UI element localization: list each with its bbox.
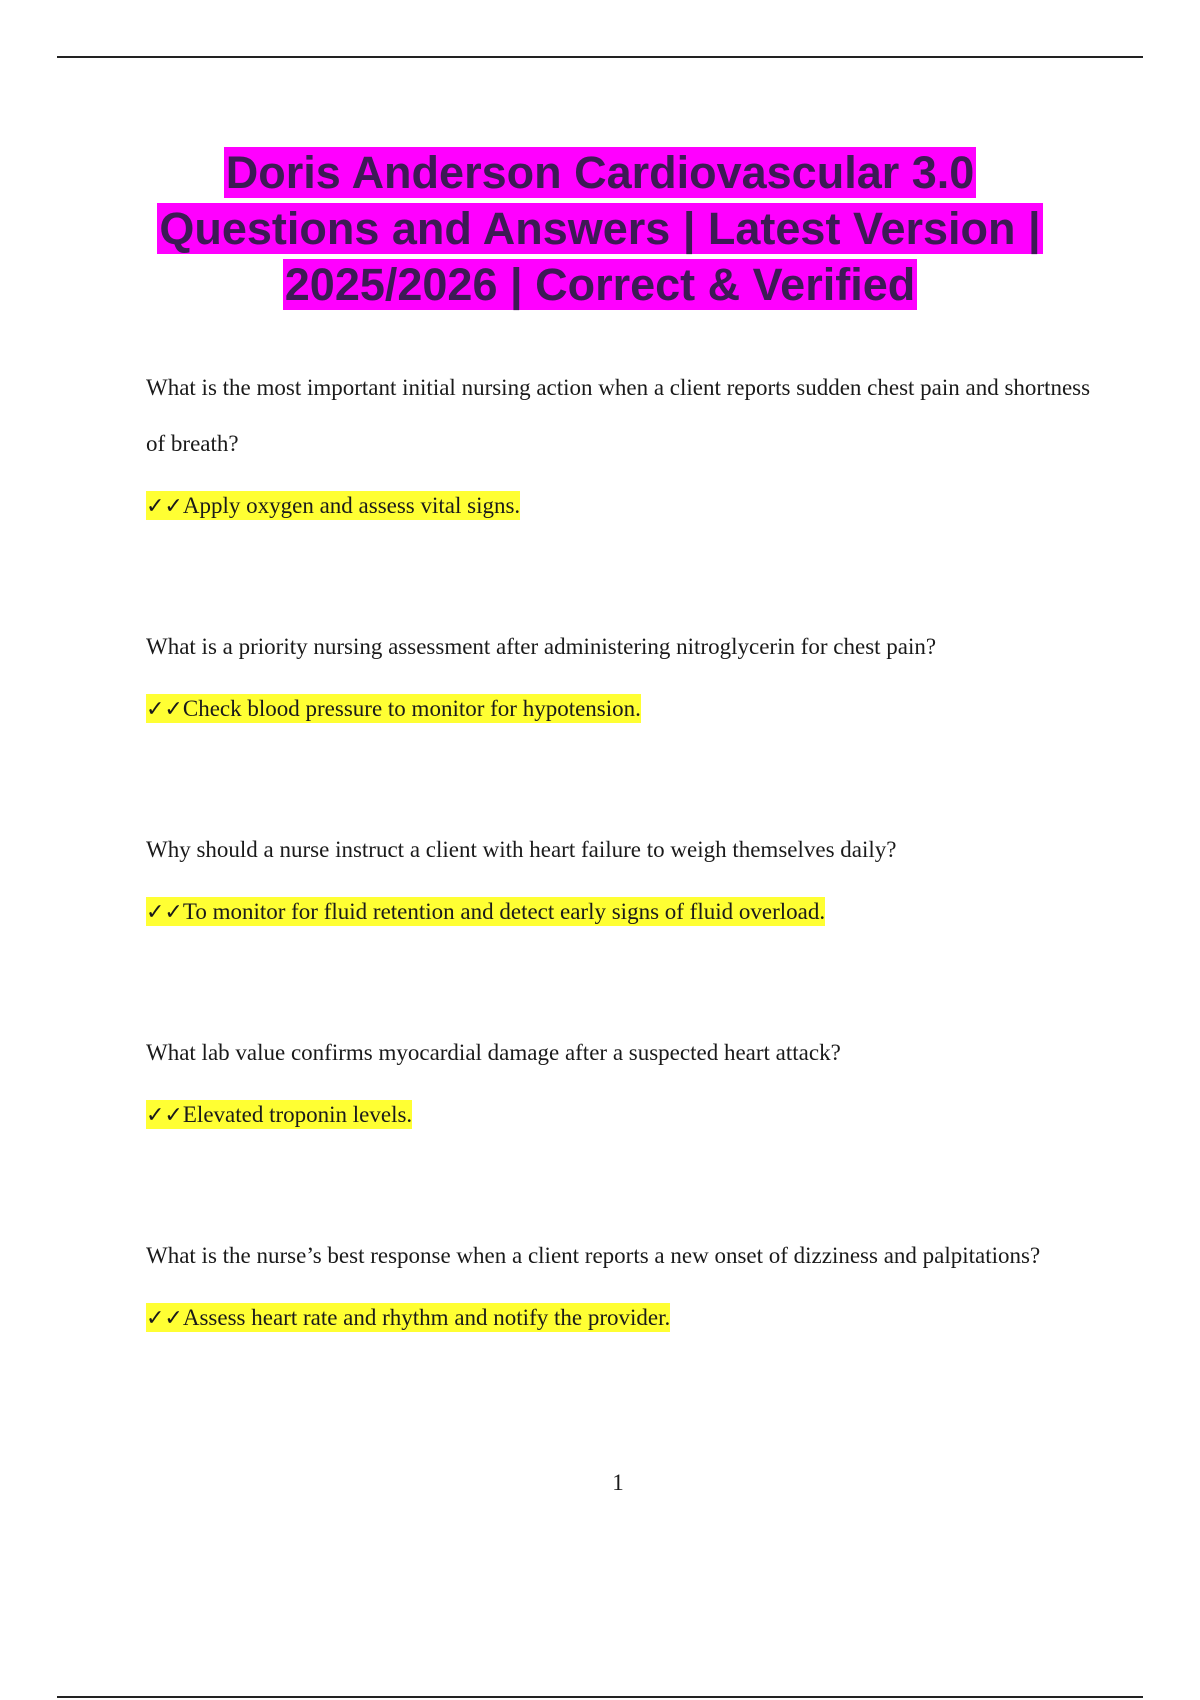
answer-text: Check blood pressure to monitor for hypotension. [182, 696, 641, 721]
answer [146, 490, 1096, 523]
answer [146, 896, 1096, 929]
qa-item [146, 1228, 1096, 1335]
document-title [120, 145, 1080, 313]
answer-text: Elevated troponin levels. [182, 1102, 413, 1127]
page-number: 1 [612, 1470, 624, 1495]
answer-text: Apply oxygen and assess vital signs. [182, 493, 521, 518]
question-text: What is the nurse’s best response when a client reports a new onset of dizziness and palpitations? [146, 1243, 1041, 1268]
answer-highlight [146, 694, 641, 723]
qa-item [146, 619, 1096, 726]
document-title-text: Doris Anderson Cardiovascular 3.0 Questions and Answers | Latest Version | 2025/2026 | Correct & Verified [159, 147, 1041, 310]
double-check-icon: ✓✓ [146, 697, 183, 722]
answer [146, 1302, 1096, 1335]
double-check-icon: ✓✓ [146, 1306, 183, 1331]
answer [146, 1099, 1096, 1132]
qa-item [146, 1025, 1096, 1132]
qa-list [146, 360, 1096, 1335]
question-text: What is the most important initial nursing action when a client reports sudden chest pain and shortness of breath? [146, 375, 1091, 456]
answer-text: To monitor for fluid retention and detect early signs of fluid overload. [182, 899, 826, 924]
question-text: Why should a nurse instruct a client with heart failure to weigh themselves daily? [146, 837, 897, 862]
question-text: What is a priority nursing assessment after administering nitroglycerin for chest pain? [146, 634, 937, 659]
footer-rule [57, 1696, 1143, 1698]
answer-highlight [146, 897, 825, 926]
question-text: What lab value confirms myocardial damage after a suspected heart attack? [146, 1040, 841, 1065]
qa-item [146, 822, 1096, 929]
answer-highlight [146, 1303, 670, 1332]
answer-highlight [146, 1100, 412, 1129]
double-check-icon: ✓✓ [146, 900, 183, 925]
qa-item [146, 360, 1096, 523]
header-rule [57, 56, 1143, 58]
double-check-icon: ✓✓ [146, 494, 183, 519]
answer [146, 693, 1096, 726]
double-check-icon: ✓✓ [146, 1103, 183, 1128]
answer-highlight [146, 491, 520, 520]
answer-text: Assess heart rate and rhythm and notify the provider. [182, 1305, 671, 1330]
